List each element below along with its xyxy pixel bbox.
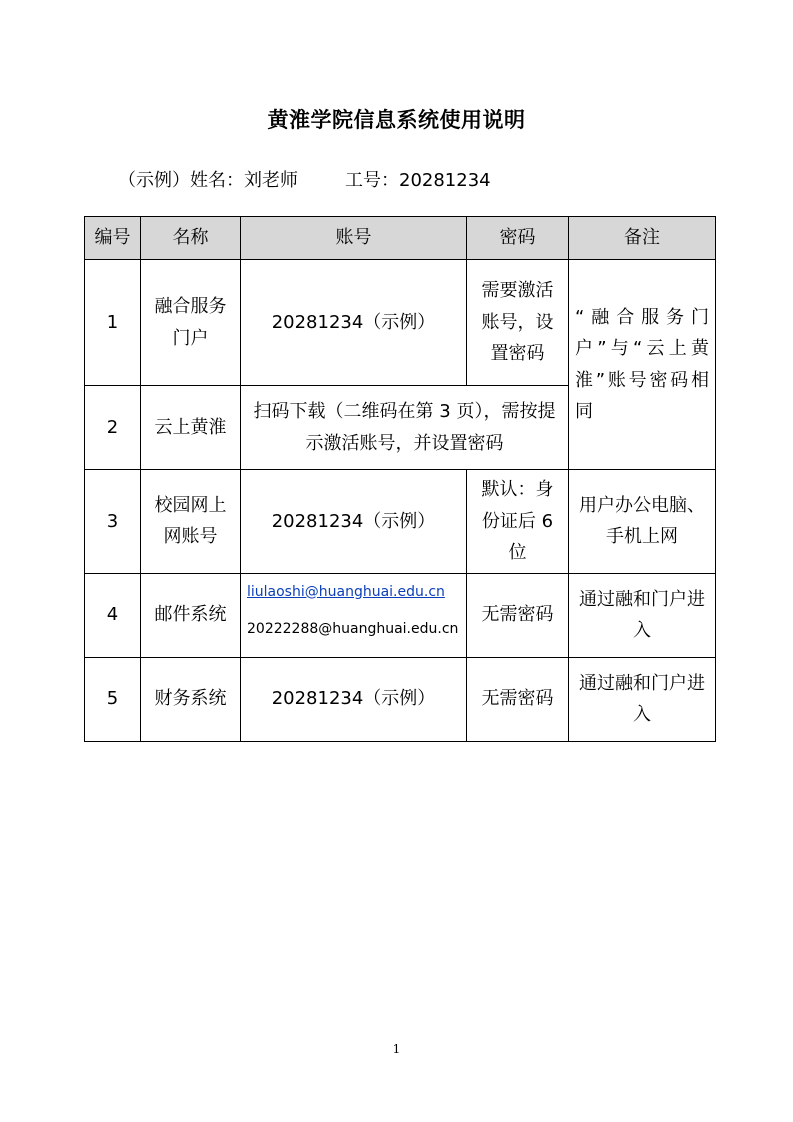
row-number: 2 (85, 386, 141, 470)
teacher-id: 工号：20281234 (345, 170, 491, 191)
row-account: 20281234（示例） (241, 470, 467, 574)
row-account: 20281234（示例） (241, 260, 467, 386)
row-name: 云上黄淮 (141, 386, 241, 470)
row-number: 1 (85, 260, 141, 386)
row-note-shared: “融合服务门户”与“云上黄淮”账号密码相同 (569, 260, 716, 470)
row-name: 校园网上网账号 (141, 470, 241, 574)
document-title: 黄淮学院信息系统使用说明 (267, 108, 526, 132)
row-note: 通过融和门户进入 (569, 573, 716, 657)
table-header-row (85, 217, 716, 260)
row-account-emails (241, 573, 467, 657)
email-address: 20222288@huanghuai.edu.cn (247, 620, 459, 637)
row-password: 默认：身份证后 6 位 (467, 470, 569, 574)
header-account: 账号 (241, 217, 467, 260)
systems-table (84, 216, 716, 742)
header-password: 密码 (467, 217, 569, 260)
header-name: 名称 (141, 217, 241, 260)
header-number: 编号 (85, 217, 141, 260)
row-name: 财务系统 (141, 657, 241, 741)
row-password: 需要激活账号，设置密码 (467, 260, 569, 386)
table-row (85, 573, 716, 657)
page-number: 1 (392, 1042, 401, 1056)
row-note: 通过融和门户进入 (569, 657, 716, 741)
row-number: 5 (85, 657, 141, 741)
table-row (85, 260, 716, 386)
row-name: 邮件系统 (141, 573, 241, 657)
row-name: 融合服务门户 (141, 260, 241, 386)
teacher-name: （示例）姓名：刘老师 (118, 170, 298, 191)
row-password: 无需密码 (467, 573, 569, 657)
email-link[interactable]: liulaoshi@huanghuai.edu.cn (247, 583, 445, 600)
header-note: 备注 (569, 217, 716, 260)
table-row (85, 657, 716, 741)
row-account: 20281234（示例） (241, 657, 467, 741)
row-password: 无需密码 (467, 657, 569, 741)
row-number: 3 (85, 470, 141, 574)
row-note: 用户办公电脑、手机上网 (569, 470, 716, 574)
row-account-instructions: 扫码下载（二维码在第 3 页），需按提示激活账号，并设置密码 (241, 386, 569, 470)
row-number: 4 (85, 573, 141, 657)
table-row (85, 470, 716, 574)
